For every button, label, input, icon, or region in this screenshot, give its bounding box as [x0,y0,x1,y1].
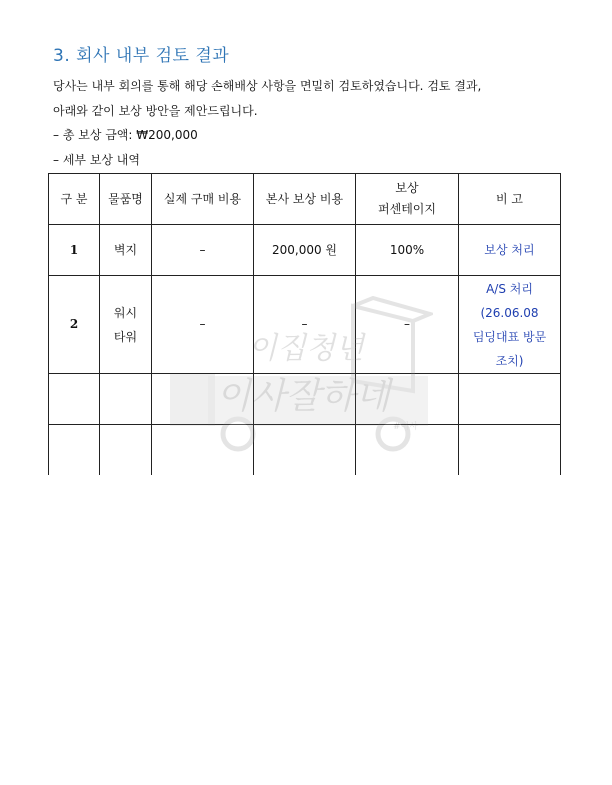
table-row [49,276,561,374]
empty-cell [100,374,152,425]
note-line2: (26.06.08 [480,305,539,320]
percentage: – [356,276,459,374]
empty-cell [356,374,459,425]
note-line4: 조치) [495,353,524,368]
watermark-line2: 이사잘하네 [216,376,390,417]
section-heading: 3. 회사 내부 검토 결과 [53,46,230,66]
watermark-line1: 이집청년 [248,331,364,366]
header-percent-line2: 퍼센테이지 [378,202,436,216]
header-cell-compensation: 본사 보상 비용 [254,174,356,225]
note: 보상 처리 [459,225,561,276]
item-name-line2: 타워 [113,329,138,344]
empty-cell [49,425,100,475]
note-line1: A/S 처리 [486,281,533,296]
note-line3: 딤딩대표 방문 [472,329,547,344]
row-number: 1 [49,225,100,276]
intro-line-2: 아래와 같이 보상 방안을 제안드립니다. [53,104,258,118]
empty-cell [100,425,152,475]
empty-cell [459,374,561,425]
compensation-table [48,173,561,475]
empty-cell [254,425,356,475]
percentage: 100% [356,225,459,276]
item-name [100,276,152,374]
empty-cell [49,374,100,425]
header-cell-percent [356,174,459,225]
header-cell-category: 구 분 [49,174,100,225]
note [459,276,561,374]
table-row-empty [49,425,561,475]
intro-line-1: 당사는 내부 회의를 통해 해당 손해배상 사항을 면밀히 검토하였습니다. 검토 결과, [53,79,482,93]
empty-cell [356,425,459,475]
empty-cell [459,425,561,475]
empty-cell [152,374,254,425]
purchase-cost: – [152,276,254,374]
header-cell-note: 비 고 [459,174,561,225]
empty-cell [254,374,356,425]
table-row [49,225,561,276]
item-name: 벽지 [100,225,152,276]
purchase-cost: – [152,225,254,276]
header-cell-purchase: 실제 구매 비용 [152,174,254,225]
total-amount-line: – 총 보상 금액: ₩200,000 [53,128,198,142]
row-number: 2 [49,276,100,374]
compensation-cost: – [254,276,356,374]
table-header-row [49,174,561,225]
item-name-line1: 워시 [113,305,138,320]
header-percent-line1: 보상 [395,181,419,195]
watermark-small: #이사 [393,422,418,432]
table-row-empty [49,374,561,425]
empty-cell [152,425,254,475]
details-line: – 세부 보상 내역 [53,153,140,167]
compensation-cost: 200,000 원 [254,225,356,276]
header-cell-item: 물품명 [100,174,152,225]
